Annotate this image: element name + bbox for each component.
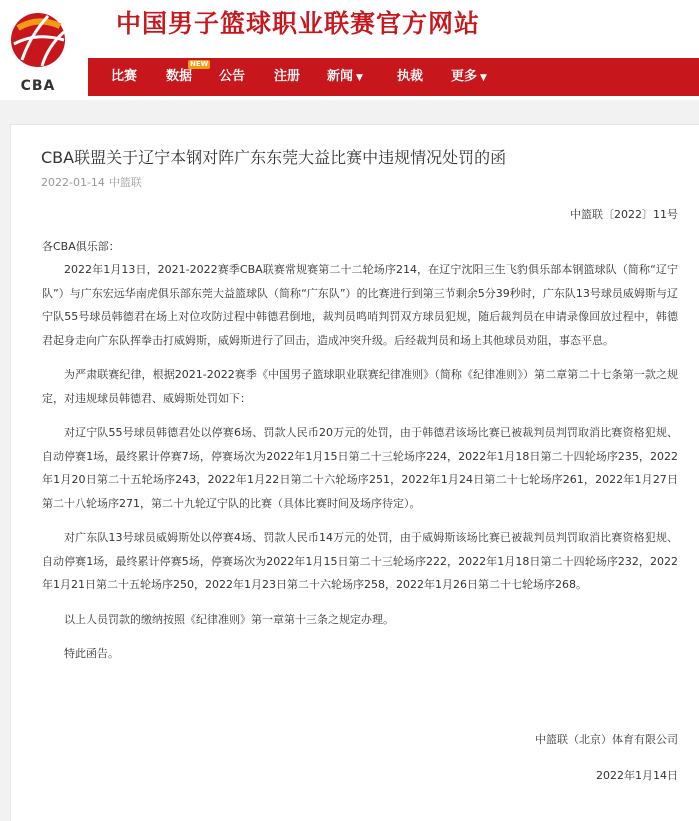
site-title[interactable]: 中国男子篮球职业联赛官方网站 (116, 9, 481, 38)
doc-number: 中篮联〔2022〕11号 (570, 208, 678, 221)
new-badge: NEW (190, 60, 209, 68)
paragraph: 为严肃联赛纪律，根据2021-2022赛季《中国男子篮球职业联赛纪律准则》（简称《纪律准则》）第二章第二十七条第一款之规定，对违规球员韩德君、威姆斯处罚如下： (42, 368, 678, 405)
cba-logo[interactable] (8, 6, 76, 96)
nav-item-announcements[interactable]: 公告 (219, 69, 246, 84)
paragraph: 特此函告。 (64, 647, 119, 660)
paragraph: 2022年1月13日，2021-2022赛季CBA联赛常规赛第二十二轮场序214，在辽宁沈阳三生飞豹俱乐部本钢篮球队（简称“辽宁队”）与广东宏远华南虎俱乐部东莞大益篮球队（简称“广东队”）的比赛进行到第三节剩余5分39秒时，广东队13号球员威姆斯与辽宁队55号球员韩德君在场上对位攻防过程中韩德君倒地，裁判员鸣哨判罚双方球员犯规，随后裁判员在申请录像回放过程中，韩德君起身走向广东队挥拳击打威姆斯，威姆斯进行了回击，造成冲突升级。后经裁判员和场上其他球员劝阻，事态平息。 (42, 263, 678, 347)
chevron-down-icon: ▼ (356, 73, 363, 83)
article-date: 2022-01-14 (41, 176, 105, 189)
article-title: CBA联盟关于辽宁本钢对阵广东东莞大益比赛中违规情况处罚的函 (41, 148, 507, 167)
signature-org: 中篮联（北京）体育有限公司 (535, 732, 678, 746)
signature-date: 2022年1月14日 (596, 769, 678, 782)
nav-item-registration[interactable]: 注册 (274, 69, 301, 84)
nav-item-officiating[interactable]: 执裁 (397, 69, 424, 84)
nav-item-news[interactable]: 新闻 ▼ (327, 69, 363, 84)
nav-item-matches[interactable]: 比赛 (111, 69, 138, 84)
site-header (0, 0, 699, 100)
paragraph: 对广东队13号球员威姆斯处以停赛4场、罚款人民币14万元的处罚，由于威姆斯该场比赛已被裁判员判罚取消比赛资格犯规、自动停赛1场，最终累计停赛5场，停赛场次为2022年1月15日第二十三轮场序222，2022年1月18日第二十四轮场序232，2022年1月21日第二十五轮场序250，2022年1月23日第二十六轮场序258，2022年1月26日第二十七轮场序268。 (42, 531, 678, 591)
article-meta (41, 174, 142, 190)
logo-text: CBA (20, 78, 56, 94)
paragraph: 对辽宁队55号球员韩德君处以停赛6场、罚款人民币20万元的处罚，由于韩德君该场比赛已被裁判员判罚取消比赛资格犯规、自动停赛1场，最终累计停赛7场，停赛场次为2022年1月15日第二十三轮场序224，2022年1月18日第二十四轮场序235，2022年1月20日第二十五轮场序243，2022年1月22日第二十六轮场序251，2022年1月24日第二十七轮场序261，2022年1月27日第二十八轮场序271，第二十九轮辽宁队的比赛（具体比赛时间及场序待定）。 (42, 426, 678, 510)
paragraph: 以上人员罚款的缴纳按照《纪律准则》第一章第十三条之规定办理。 (64, 612, 394, 626)
chevron-down-icon: ▼ (480, 73, 487, 83)
nav-item-data[interactable]: 数据 NEW (166, 60, 209, 84)
nav-item-more[interactable]: 更多 ▼ (451, 69, 487, 84)
article-source: 中篮联 (108, 176, 142, 189)
main-nav (88, 58, 699, 96)
article-card (10, 124, 699, 821)
article-body (42, 203, 678, 788)
salutation: 各CBA俱乐部： (42, 239, 120, 253)
